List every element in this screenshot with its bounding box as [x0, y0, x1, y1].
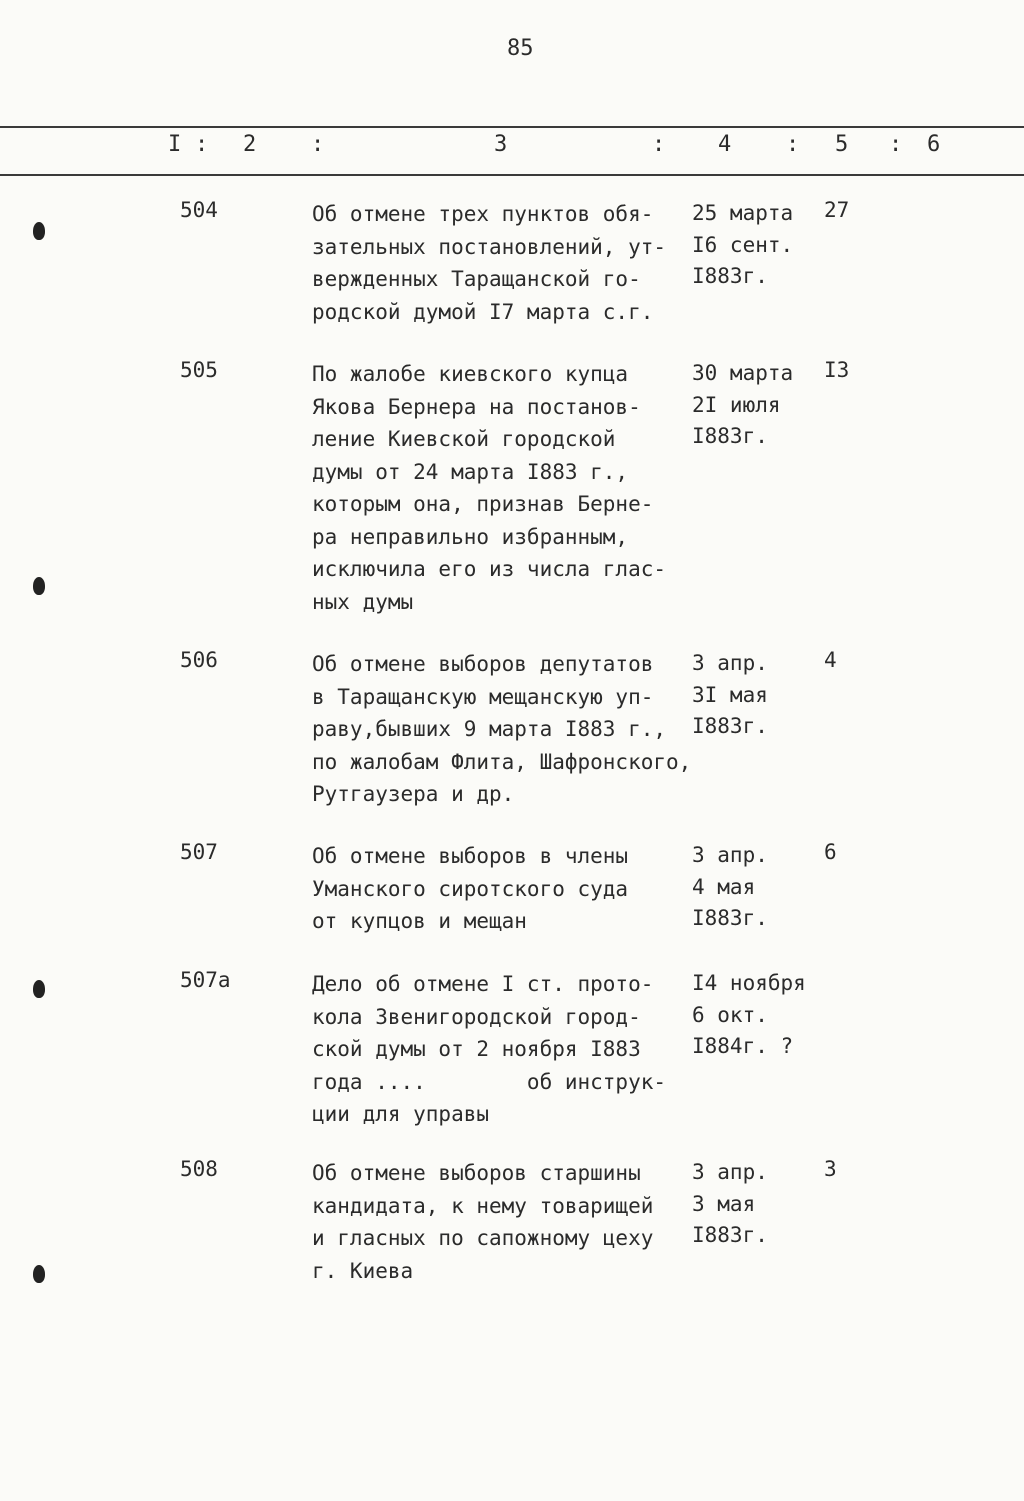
header-col3: 3	[494, 132, 508, 157]
date-line: 25 марта	[692, 201, 794, 225]
punch-hole-mark	[33, 577, 45, 595]
table-header-rule	[0, 174, 1024, 176]
description-line: по жалобам Флита, Шафронского,	[312, 749, 692, 774]
date-line: 3 мая	[692, 1191, 756, 1216]
description-line: г. Киева	[312, 1258, 414, 1283]
description-line: ных думы	[312, 589, 414, 614]
entry-number: 507а	[180, 968, 231, 992]
entry-number: 507	[180, 840, 218, 864]
description-line: и гласных по сапожному цеху	[312, 1226, 654, 1250]
entry-number: 505	[180, 358, 218, 382]
date-line: 3I мая	[692, 682, 768, 707]
entry-dates	[692, 1157, 768, 1252]
entry-description	[312, 358, 692, 618]
description-line: которым она, признав Берне-	[312, 492, 654, 516]
entry-dates	[692, 840, 768, 935]
entry-sheets: 3	[824, 1157, 837, 1181]
entry-description	[312, 648, 692, 811]
date-line: I883г.	[692, 714, 768, 738]
entry-dates	[692, 968, 806, 1063]
header-sep: :	[311, 132, 325, 157]
description-line: Якова Бернера на постанов-	[312, 394, 641, 419]
entry-description	[312, 1157, 692, 1287]
date-line: I884г. ?	[692, 1034, 794, 1058]
date-line: 3 апр.	[692, 1160, 768, 1184]
description-line: ции для управы	[312, 1102, 490, 1126]
entry-description	[312, 840, 692, 938]
header-sep: :	[889, 132, 903, 157]
entry-description	[312, 198, 692, 328]
description-line: родской думой I7 марта с.г.	[312, 299, 654, 324]
date-line: I4 ноября	[692, 971, 806, 995]
date-line: 2I июля	[692, 392, 781, 417]
header-col1: I	[168, 132, 182, 157]
description-line: ление Киевской городской	[312, 427, 616, 451]
entry-sheets: 27	[824, 198, 850, 222]
description-line: Об отмене выборов в члены	[312, 844, 629, 868]
description-line: Об отмене трех пунктов обя-	[312, 202, 654, 226]
date-line: 3 апр.	[692, 651, 768, 675]
header-col6: 6	[927, 132, 941, 157]
entry-number: 506	[180, 648, 218, 672]
entry-dates	[692, 648, 768, 743]
entry-number: 508	[180, 1157, 218, 1181]
punch-hole-mark	[33, 222, 45, 240]
description-line: Об отмене выборов депутатов	[312, 652, 654, 676]
entry-number: 504	[180, 198, 218, 222]
description-line: года .... об инструк-	[312, 1069, 667, 1094]
description-line: Об отмене выборов старшины	[312, 1161, 641, 1185]
punch-hole-mark	[33, 980, 45, 998]
description-line: думы от 24 марта I883 г.,	[312, 459, 629, 484]
date-line: I883г.	[692, 906, 768, 930]
entry-dates	[692, 358, 793, 453]
entry-description	[312, 968, 692, 1131]
header-col2: 2	[243, 132, 257, 157]
entry-sheets: I3	[824, 358, 850, 382]
page-number: 85	[507, 36, 534, 61]
description-line: кандидата, к нему товарищей	[312, 1193, 654, 1218]
date-line: 30 марта	[692, 361, 794, 385]
entry-sheets: 4	[824, 648, 837, 672]
header-col5: 5	[835, 132, 849, 157]
description-line: Уманского сиротского суда	[312, 876, 629, 901]
description-line: ра неправильно избранным,	[312, 524, 629, 549]
description-line: вержденных Таращанской го-	[312, 267, 641, 291]
description-line: от купцов и мещан	[312, 909, 527, 933]
description-line: зательных постановлений, ут-	[312, 234, 667, 259]
description-line: Рутгаузера и др.	[312, 782, 515, 806]
header-sep: :	[195, 132, 209, 157]
date-line: I883г.	[692, 1223, 768, 1247]
description-line: кола Звенигородской город-	[312, 1004, 641, 1029]
date-line: 4 мая	[692, 874, 756, 899]
entry-dates	[692, 198, 793, 293]
header-sep: :	[652, 132, 666, 157]
table-top-rule	[0, 126, 1024, 128]
header-sep: :	[786, 132, 800, 157]
date-line: I883г.	[692, 264, 768, 288]
header-col4: 4	[718, 132, 732, 157]
description-line: в Таращанскую мещанскую уп-	[312, 684, 654, 709]
description-line: исключила его из числа глас-	[312, 557, 667, 581]
date-line: I6 сент.	[692, 232, 794, 257]
punch-hole-mark	[33, 1265, 45, 1283]
description-line: По жалобе киевского купца	[312, 362, 629, 386]
date-line: I883г.	[692, 424, 768, 448]
description-line: Дело об отмене I ст. прото-	[312, 972, 654, 996]
description-line: раву,бывших 9 марта I883 г.,	[312, 717, 667, 741]
entry-sheets: 6	[824, 840, 837, 864]
date-line: 6 окт.	[692, 1002, 768, 1027]
date-line: 3 апр.	[692, 843, 768, 867]
description-line: ской думы от 2 ноября I883	[312, 1037, 641, 1061]
